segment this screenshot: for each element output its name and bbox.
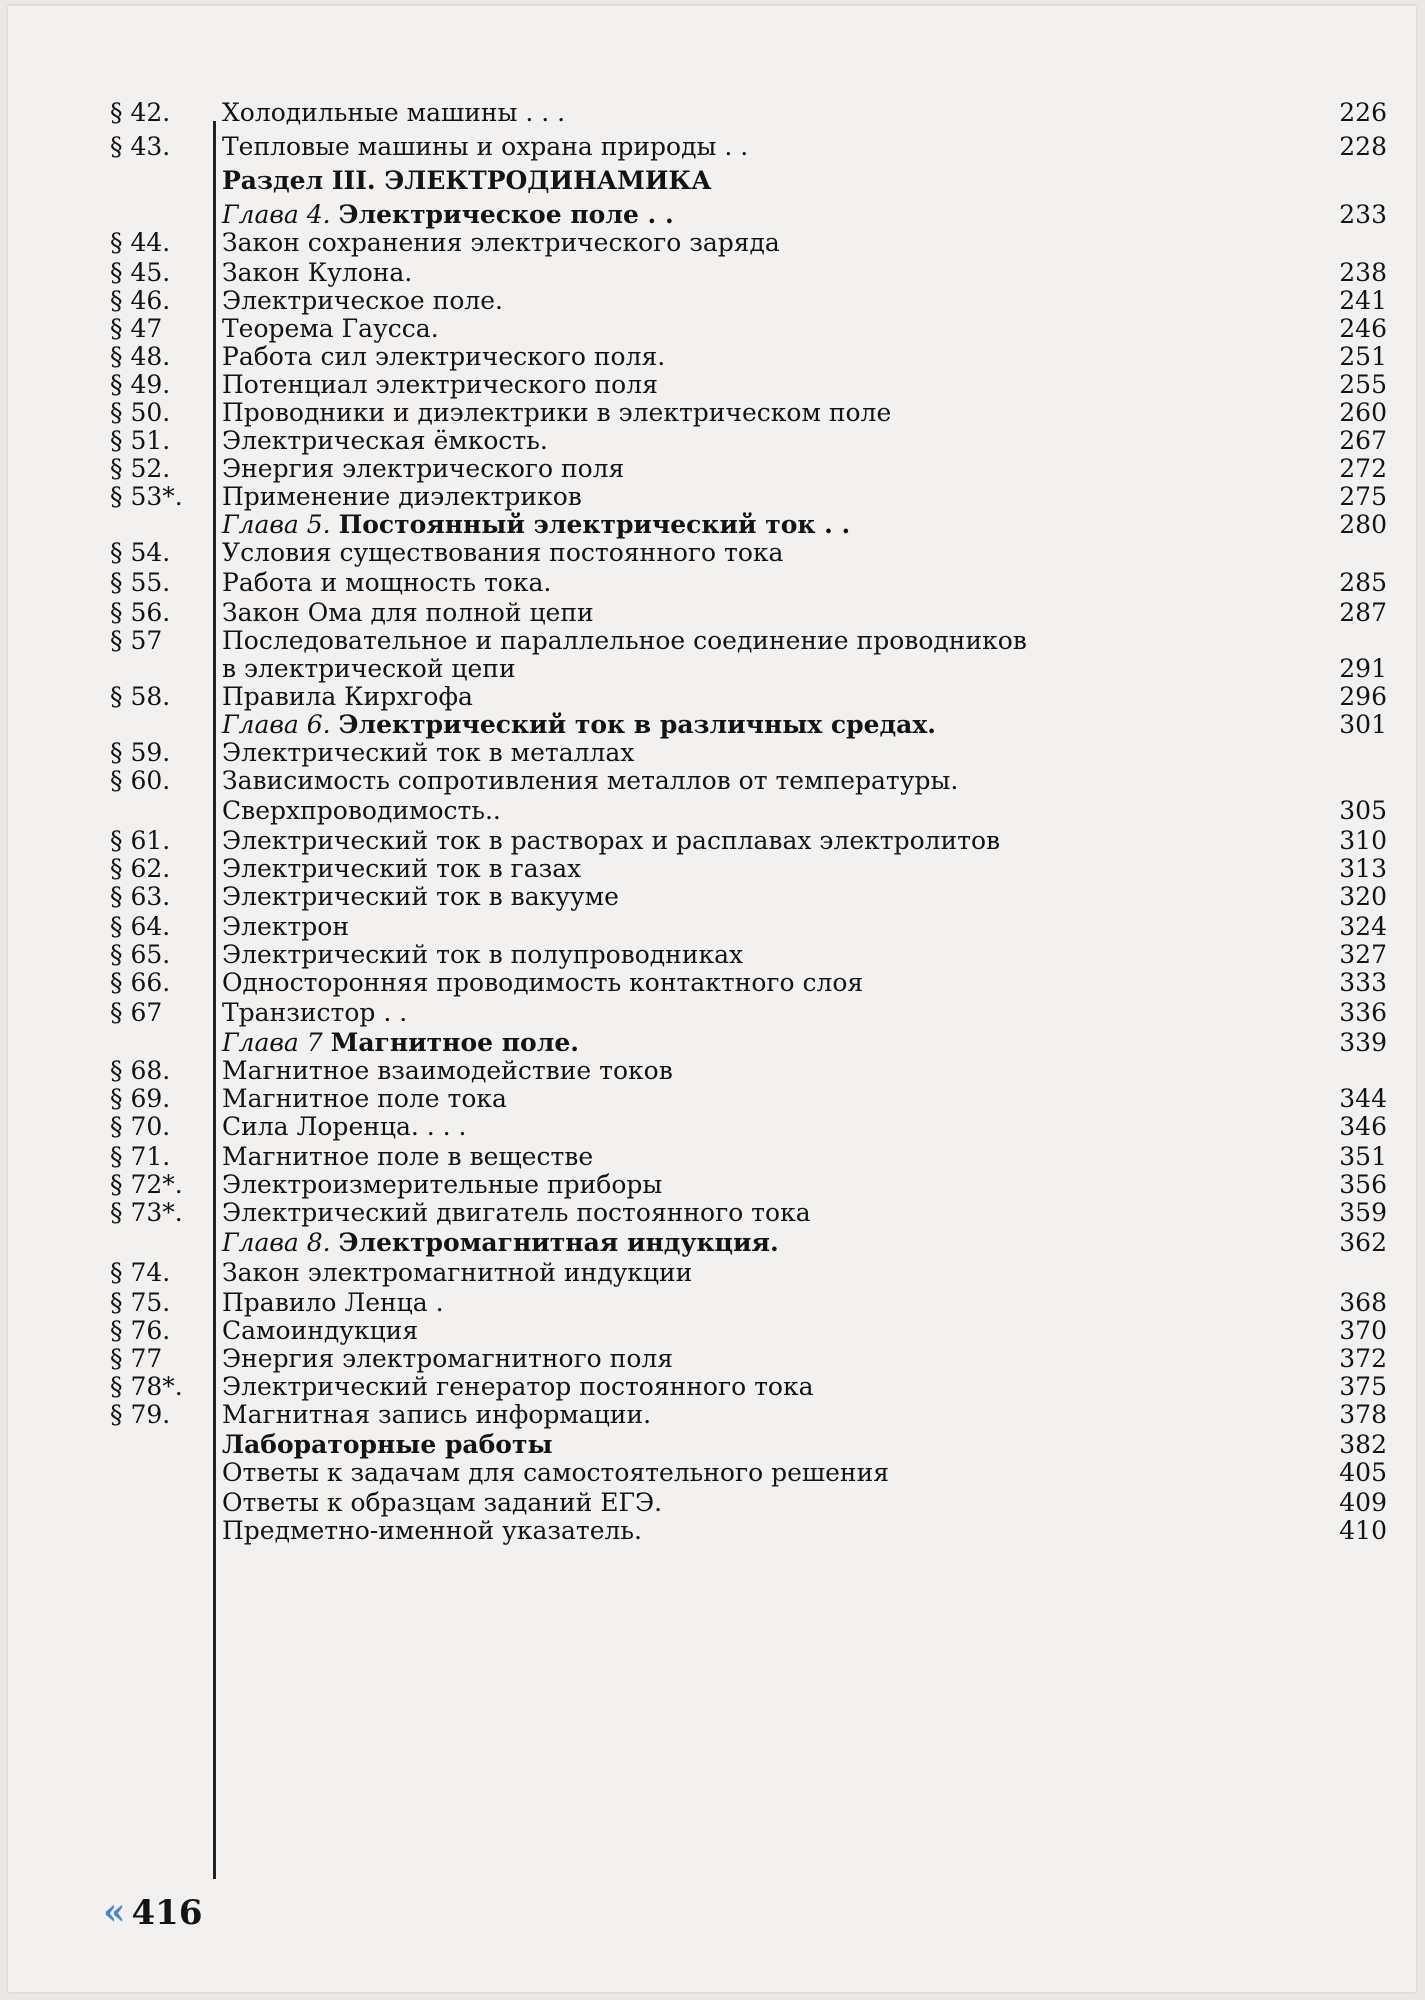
toc-entry-page: 320 (1339, 882, 1387, 911)
toc-entry-number: § 63. (110, 882, 171, 911)
page-number (103, 1892, 202, 1933)
toc-entry (8, 1110, 1416, 1144)
toc-entry-page: 260 (1339, 398, 1387, 427)
toc-entry-number: § 51. (110, 426, 171, 455)
toc-entry-page: 228 (1339, 132, 1387, 161)
toc-chapter-title: Электромагнитная индукция. (338, 1228, 779, 1257)
toc-entry-number: § 57 (110, 626, 163, 655)
toc-entry-number: § 67 (110, 998, 163, 1027)
toc-entry-page: 291 (1339, 654, 1387, 683)
toc-entry-title (222, 1514, 642, 1548)
toc-entry-page: 333 (1339, 968, 1387, 997)
toc-entry-title-text: Работа и мощность тока. (222, 568, 552, 597)
toc-entry (8, 880, 1416, 914)
toc-entry-title-text: Самоиндукция (222, 1316, 419, 1345)
toc-chapter-title: Постоянный электрический ток . . (338, 510, 851, 539)
toc-entry-title (222, 1398, 651, 1432)
toc-entry-page: 346 (1339, 1112, 1387, 1141)
toc-entry-title-text: Глава 5. (222, 510, 331, 539)
toc-entry-page: 324 (1339, 912, 1387, 941)
toc-entry-page: 285 (1339, 568, 1387, 597)
toc-entry-title-text: Глава 4. (222, 200, 331, 229)
toc-entry-page: 375 (1339, 1372, 1387, 1401)
toc-entry-number: § 48. (110, 342, 171, 371)
toc-entry-page: 378 (1339, 1400, 1387, 1429)
toc-entry-page: 251 (1339, 342, 1387, 371)
toc-entry (8, 1398, 1416, 1432)
toc-entry-number: § 74. (110, 1258, 171, 1287)
toc-entry-title-text: Электрический генератор постоянного тока (222, 1372, 814, 1401)
toc-entry-title (222, 1456, 889, 1490)
toc-entry (8, 996, 1416, 1030)
toc-entry-title-text: Зависимость сопротивления металлов от температуры. (222, 766, 959, 795)
toc-entry-title-text: Предметно-именной указатель. (222, 1516, 642, 1545)
toc-entry-number: § 47 (110, 314, 163, 343)
toc-entry-title-text: Электрический ток в газах (222, 854, 582, 883)
toc-entry-title-text: Электрический ток в металлах (222, 738, 635, 767)
toc-entry-number: § 77 (110, 1344, 163, 1373)
toc-entry-number: § 46. (110, 286, 171, 315)
toc-entry-title (222, 794, 501, 828)
toc-entry-title-text: Глава 6. (222, 710, 331, 739)
toc-entry-page: 305 (1339, 796, 1387, 825)
toc-entry-page: 351 (1339, 1142, 1387, 1171)
toc-entry-page: 362 (1339, 1228, 1387, 1257)
toc-entry-title-text: Односторонняя проводимость контактного слоя (222, 968, 864, 997)
toc-entry-page: 336 (1339, 998, 1387, 1027)
toc-entry (8, 1196, 1416, 1230)
toc-entry-title-text: Энергия электрического поля (222, 454, 625, 483)
toc-entry-title (222, 130, 748, 164)
toc-entry-page: 255 (1339, 370, 1387, 399)
toc-entry-number: § 64. (110, 912, 171, 941)
toc-entry-number: § 61. (110, 826, 171, 855)
toc-entry-title-text: Закон сохранения электрического заряда (222, 228, 780, 257)
toc-entry (8, 1256, 1416, 1290)
toc-entry (8, 566, 1416, 600)
toc-entry (8, 130, 1416, 164)
toc-entry-title-text: Электрическое поле. (222, 286, 504, 315)
toc-entry-page: 410 (1339, 1516, 1387, 1545)
toc-entry-page: 267 (1339, 426, 1387, 455)
toc-entry-number: § 54. (110, 538, 171, 567)
toc-entry-title-text: Глава 7 (222, 1028, 323, 1057)
toc-entry (8, 1456, 1416, 1490)
toc-entry-page: 382 (1339, 1430, 1387, 1459)
toc-entry (8, 764, 1416, 798)
toc-entry-title (222, 1226, 779, 1260)
toc-entry (8, 536, 1416, 570)
toc-entry-title (222, 226, 780, 260)
toc-entry-title-text: Правило Ленца . (222, 1288, 444, 1317)
toc-entry-title-text: Тепловые машины и охрана природы . . (222, 132, 749, 161)
toc-entry-page: 246 (1339, 314, 1387, 343)
toc-entry-title-text: Проводники и диэлектрики в электрическом поле (222, 398, 892, 427)
toc-entry-title-text: Закон Кулона. (222, 258, 413, 287)
toc-entry-number: § 59. (110, 738, 171, 767)
toc-entry-title-text: Закон электромагнитной индукции (222, 1258, 693, 1287)
toc-entry-number: § 43. (110, 132, 171, 161)
toc-entry-number: § 45. (110, 258, 171, 287)
toc-entry-page: 238 (1339, 258, 1387, 287)
toc-entry-page: 370 (1339, 1316, 1387, 1345)
toc-entry-title-text: Потенциал электрического поля (222, 370, 658, 399)
toc-section-heading (8, 164, 1416, 198)
toc-entry-title-text: Электрический ток в вакууме (222, 882, 619, 911)
toc-entry-title (222, 996, 407, 1030)
toc-entry-title-text: Холодильные машины . . . (222, 98, 566, 127)
toc-entry-title (222, 880, 619, 914)
toc-entry-title (222, 536, 783, 570)
toc-entry-title-text: Глава 8. (222, 1228, 331, 1257)
toc-entry-number: § 72*. (110, 1170, 183, 1199)
toc-entry-page: 287 (1339, 598, 1387, 627)
toc-entry-title-text: Закон Ома для полной цепи (222, 598, 594, 627)
toc-entry-page: 344 (1339, 1084, 1387, 1113)
toc-entry-number: § 66. (110, 968, 171, 997)
toc-entry-title (222, 1196, 811, 1230)
toc-entry-title-text: Ответы к образцам заданий ЕГЭ. (222, 1488, 663, 1517)
toc-entry-number: § 71. (110, 1142, 171, 1171)
toc-entry-page: 409 (1339, 1488, 1387, 1517)
toc-entry-title-text: Электрический ток в растворах и расплавах электролитов (222, 826, 1001, 855)
toc-entry-page: 280 (1339, 510, 1387, 539)
toc-entry-title-text: Ответы к задачам для самостоятельного решения (222, 1458, 890, 1487)
toc-entry-page: 296 (1339, 682, 1387, 711)
toc-chapter-title: Магнитное поле. (330, 1028, 579, 1057)
toc-entry-title-text: Лабораторные работы (222, 1430, 553, 1459)
toc-entry-page: 356 (1339, 1170, 1387, 1199)
toc-entry (8, 226, 1416, 260)
toc-entry-number: § 73*. (110, 1198, 183, 1227)
toc-entry-page: 275 (1339, 482, 1387, 511)
toc-entry-page: 327 (1339, 940, 1387, 969)
toc-entry-title (222, 764, 958, 798)
toc-entry (8, 96, 1416, 130)
toc-entry-title-text: Магнитное взаимодействие токов (222, 1056, 673, 1085)
toc-entry-number: § 68. (110, 1056, 171, 1085)
toc-entry-page: 233 (1339, 200, 1387, 229)
toc-entry-number: § 62. (110, 854, 171, 883)
toc-entry-number: § 60. (110, 766, 171, 795)
toc-entry-number: § 79. (110, 1400, 171, 1429)
toc-entry-number: § 44. (110, 228, 171, 257)
toc-entry-title-text: Раздел III. ЭЛЕКТРОДИНАМИКА (222, 166, 712, 195)
toc-entry-title (222, 96, 565, 130)
toc-entry-title-text: Магнитное поле в веществе (222, 1142, 594, 1171)
toc-chapter-heading (8, 1226, 1416, 1260)
toc-entry-title-text: Магнитное поле тока (222, 1084, 507, 1113)
toc-entry-title (222, 1110, 467, 1144)
toc-entry-title-text: Сверхпроводимость.. (222, 796, 501, 825)
toc-entry-number: § 70. (110, 1112, 171, 1141)
book-page (8, 6, 1416, 1992)
back-arrow-icon: « (103, 1891, 126, 1933)
toc-entry (8, 966, 1416, 1000)
toc-entry-title-text: Применение диэлектриков (222, 482, 582, 511)
toc-entry-title (222, 1256, 692, 1290)
toc-entry-page: 241 (1339, 286, 1387, 315)
toc-entry-title-text: Магнитная запись информации. (222, 1400, 652, 1429)
toc-entry-number: § 55. (110, 568, 171, 597)
toc-entry-title-text: Правила Кирхгофа (222, 682, 473, 711)
toc-chapter-title: Электрический ток в различных средах. (338, 710, 936, 739)
toc-entry-number: § 42. (110, 98, 171, 127)
toc-entry-page: 313 (1339, 854, 1387, 883)
toc-entry-number: § 53*. (110, 482, 183, 511)
table-of-contents (8, 6, 1416, 1992)
toc-entry-title (222, 164, 712, 198)
toc-entry-number: § 50. (110, 398, 171, 427)
toc-entry-title-text: в электрической цепи (222, 654, 516, 683)
toc-entry-page: 372 (1339, 1344, 1387, 1373)
toc-entry-title-text: Электрический ток в полупроводниках (222, 940, 744, 969)
toc-entry-number: § 65. (110, 940, 171, 969)
toc-entry-page: 339 (1339, 1028, 1387, 1057)
toc-entry-title (222, 566, 551, 600)
toc-entry-title-text: Электрический двигатель постоянного тока (222, 1198, 811, 1227)
toc-entry-number: § 58. (110, 682, 171, 711)
toc-entry-number: § 69. (110, 1084, 171, 1113)
page-number-value: 416 (131, 1893, 203, 1933)
toc-entry-page: 301 (1339, 710, 1387, 739)
toc-chapter-title: Электрическое поле . . (338, 200, 674, 229)
toc-entry (8, 1514, 1416, 1548)
toc-entry-page: 359 (1339, 1198, 1387, 1227)
toc-entry-number: § 75. (110, 1288, 171, 1317)
toc-entry-page: 226 (1339, 98, 1387, 127)
toc-entry-page: 272 (1339, 454, 1387, 483)
toc-entry-title-text: Транзистор . . (222, 998, 408, 1027)
toc-entry-page: 368 (1339, 1288, 1387, 1317)
toc-entry-title-text: Условия существования постоянного тока (222, 538, 784, 567)
toc-entry-title-text: Электрическая ёмкость. (222, 426, 548, 455)
toc-entry-title-text: Работа сил электрического поля. (222, 342, 666, 371)
toc-entry-title-text: Сила Лоренца. . . . (222, 1112, 467, 1141)
toc-entry-number: § 56. (110, 598, 171, 627)
toc-entry-number: § 49. (110, 370, 171, 399)
toc-entry-number: § 78*. (110, 1372, 183, 1401)
toc-entry-page: 405 (1339, 1458, 1387, 1487)
toc-entry (8, 794, 1416, 828)
toc-entry-number: § 76. (110, 1316, 171, 1345)
toc-entry-title (222, 966, 863, 1000)
toc-entry-number: § 52. (110, 454, 171, 483)
toc-entry-title-text: Теорема Гаусса. (222, 314, 439, 343)
toc-entry-page: 310 (1339, 826, 1387, 855)
toc-entry-title-text: Энергия электромагнитного поля (222, 1344, 674, 1373)
toc-entry-title-text: Последовательное и параллельное соединение проводников (222, 626, 1027, 655)
toc-entry-title-text: Электроизмерительные приборы (222, 1170, 663, 1199)
toc-entry-title-text: Электрон (222, 912, 349, 941)
